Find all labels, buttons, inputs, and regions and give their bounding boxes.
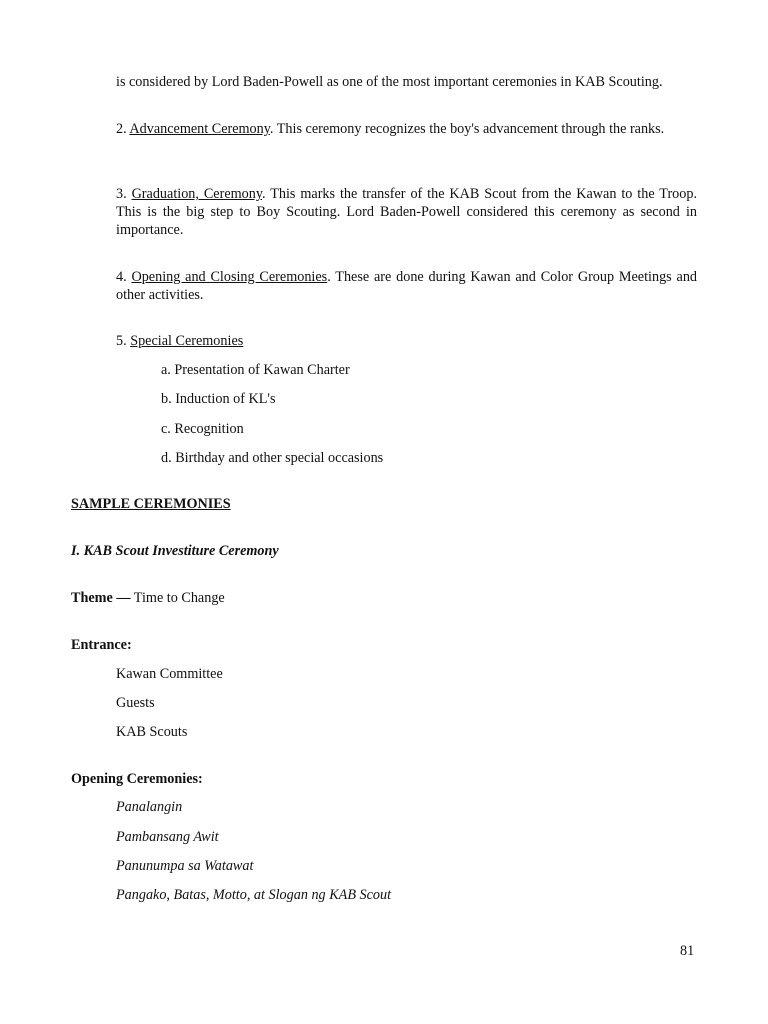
page-number: 81 [680, 943, 695, 959]
item-advancement-ceremony [116, 120, 697, 138]
item-special-ceremonies [116, 332, 243, 350]
special-subitem: d. Birthday and other special occasions [161, 450, 384, 466]
opening-item: Pangako, Batas, Motto, at Slogan ng KAB Scout [116, 887, 392, 903]
entrance-item: KAB Scouts [116, 724, 188, 740]
item-title: Opening and Closing Ceremonies [131, 269, 328, 285]
item-title: Special Ceremonies [130, 333, 244, 349]
special-subitem: c. Recognition [161, 421, 244, 437]
theme-label: Theme — [71, 590, 131, 606]
item-number: 4. [116, 269, 132, 285]
entrance-label: Entrance: [71, 637, 132, 653]
item-graduation-ceremony [116, 185, 697, 239]
special-subitem: b. Induction of KL's [161, 391, 276, 407]
item-number: 3. [116, 186, 132, 202]
theme-value: Time to Change [130, 590, 225, 606]
opening-item: Panunumpa sa Watawat [116, 858, 254, 874]
item-title: Graduation, Ceremony [131, 186, 263, 202]
item-text: . This marks the transfer of the KAB Scout from the Kawan to the Troop. This is the big step to Boy Scouting. Lord Baden-Powell considered this ceremony as second in importance. [116, 186, 698, 238]
special-subitem: a. Presentation of Kawan Charter [161, 362, 350, 378]
sample-ceremonies-heading: SAMPLE CEREMONIES [71, 496, 231, 512]
item-number: 5. [116, 333, 131, 349]
opening-ceremonies-label: Opening Ceremonies: [71, 771, 203, 787]
item-text: . These are done during Kawan and Color Group Meetings and other activities. [116, 269, 698, 303]
intro-paragraph [116, 73, 697, 91]
item-opening-closing-ceremonies [116, 268, 697, 304]
entrance-item: Kawan Committee [116, 666, 223, 682]
opening-item: Pambansang Awit [116, 829, 219, 845]
investiture-ceremony-heading: I. KAB Scout Investiture Ceremony [71, 543, 279, 559]
item-text: . This ceremony recognizes the boy's advancement through the ranks. [269, 121, 665, 137]
intro-text: is considered by Lord Baden-Powell as one of the most important ceremonies in KAB Scouting. [116, 74, 663, 90]
entrance-item: Guests [116, 695, 155, 711]
opening-item: Panalangin [116, 799, 183, 815]
item-number: 2. [116, 121, 130, 137]
theme-line [71, 589, 225, 607]
item-title: Advancement Ceremony [129, 121, 270, 137]
